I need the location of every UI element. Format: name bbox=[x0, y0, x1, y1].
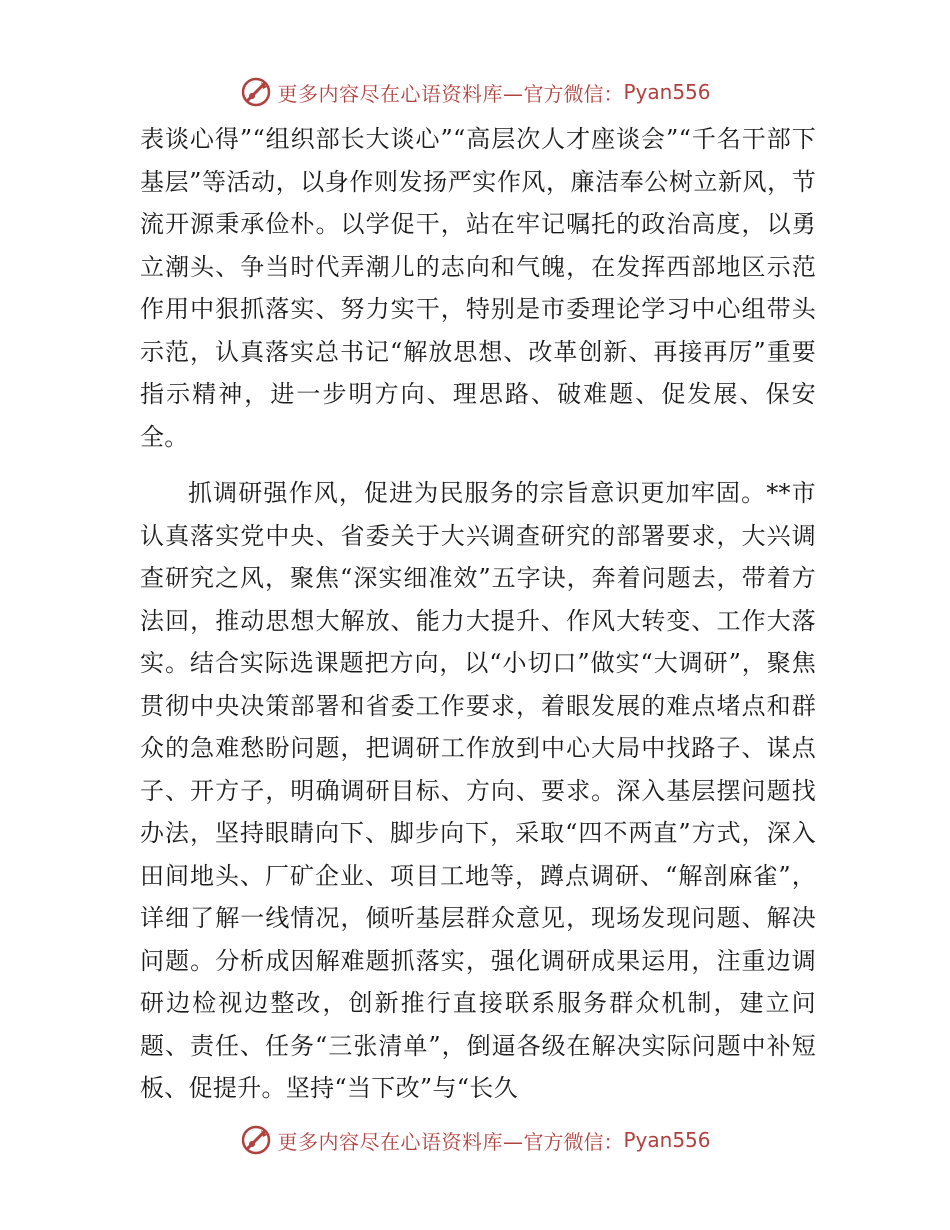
header-banner bbox=[0, 72, 950, 112]
document-body bbox=[140, 118, 816, 1110]
footer-wechat-label: 官方微信： bbox=[523, 1129, 624, 1154]
footer-wechat-id: Pyan556 bbox=[623, 1128, 711, 1152]
paragraph-1: 表谈心得”“组织部长大谈心”“高层次人才座谈会”“千名干部下基层”等活动，以身作则发扬严实作风，廉洁奉公树立新风，节流开源秉承俭朴。以学促干，站在牢记嘱托的政治高度，以勇立潮头、争当时代弄潮儿的志向和气魄，在发挥西部地区示范作用中狠抓落实、努力实干，特别是市委理论学习中心组带头示范，认真落实总书记“解放思想、改革创新、再接再厉”重要指示精神，进一步明方向、理思路、破难题、促发展、保安全。 bbox=[140, 125, 816, 451]
footer-banner bbox=[0, 1120, 950, 1160]
paragraph-2: 抓调研强作风，促进为民服务的宗旨意识更加牢固。**市认真落实党中央、省委关于大兴调查研究的部署要求，大兴调查研究之风，聚焦“深实细准效”五字诀，奔着问题去，带着方法回，推动思想大解放、能力大提升、作风大转变、工作大落实。结合实际选课题把方向，以“小切口”做实“大调研”，聚焦贯彻中央决策部署和省委工作要求，着眼发展的难点堵点和群众的急难愁盼问题，把调研工作放到中心大局中找路子、谋点子、开方子，明确调研目标、方向、要求。深入基层摆问题找办法，坚持眼睛向下、脚步向下，采取“四不两直”方式，深入田间地头、厂矿企业、项目工地等，蹲点调研、“解剖麻雀”，详细了解一线情况，倾听基层群众意见，现场发现问题、解决问题。分析成因解难题抓落实，强化调研成果运用，注重边调研边检视边整改，创新推行直接联系服务群众机制，建立问题、责任、任务“三张清单”，倒逼各级在解决实际问题中补短板、促提升。坚持“当下改”与“长久 bbox=[140, 479, 816, 1102]
header-banner-text: 更多内容尽在心语资料库— bbox=[277, 81, 524, 106]
header-wechat-label: 官方微信： bbox=[523, 81, 624, 106]
logo-icon bbox=[239, 75, 273, 109]
header-wechat-id: Pyan556 bbox=[623, 80, 711, 104]
logo-icon bbox=[239, 1123, 273, 1157]
footer-banner-text: 更多内容尽在心语资料库— bbox=[277, 1129, 524, 1154]
